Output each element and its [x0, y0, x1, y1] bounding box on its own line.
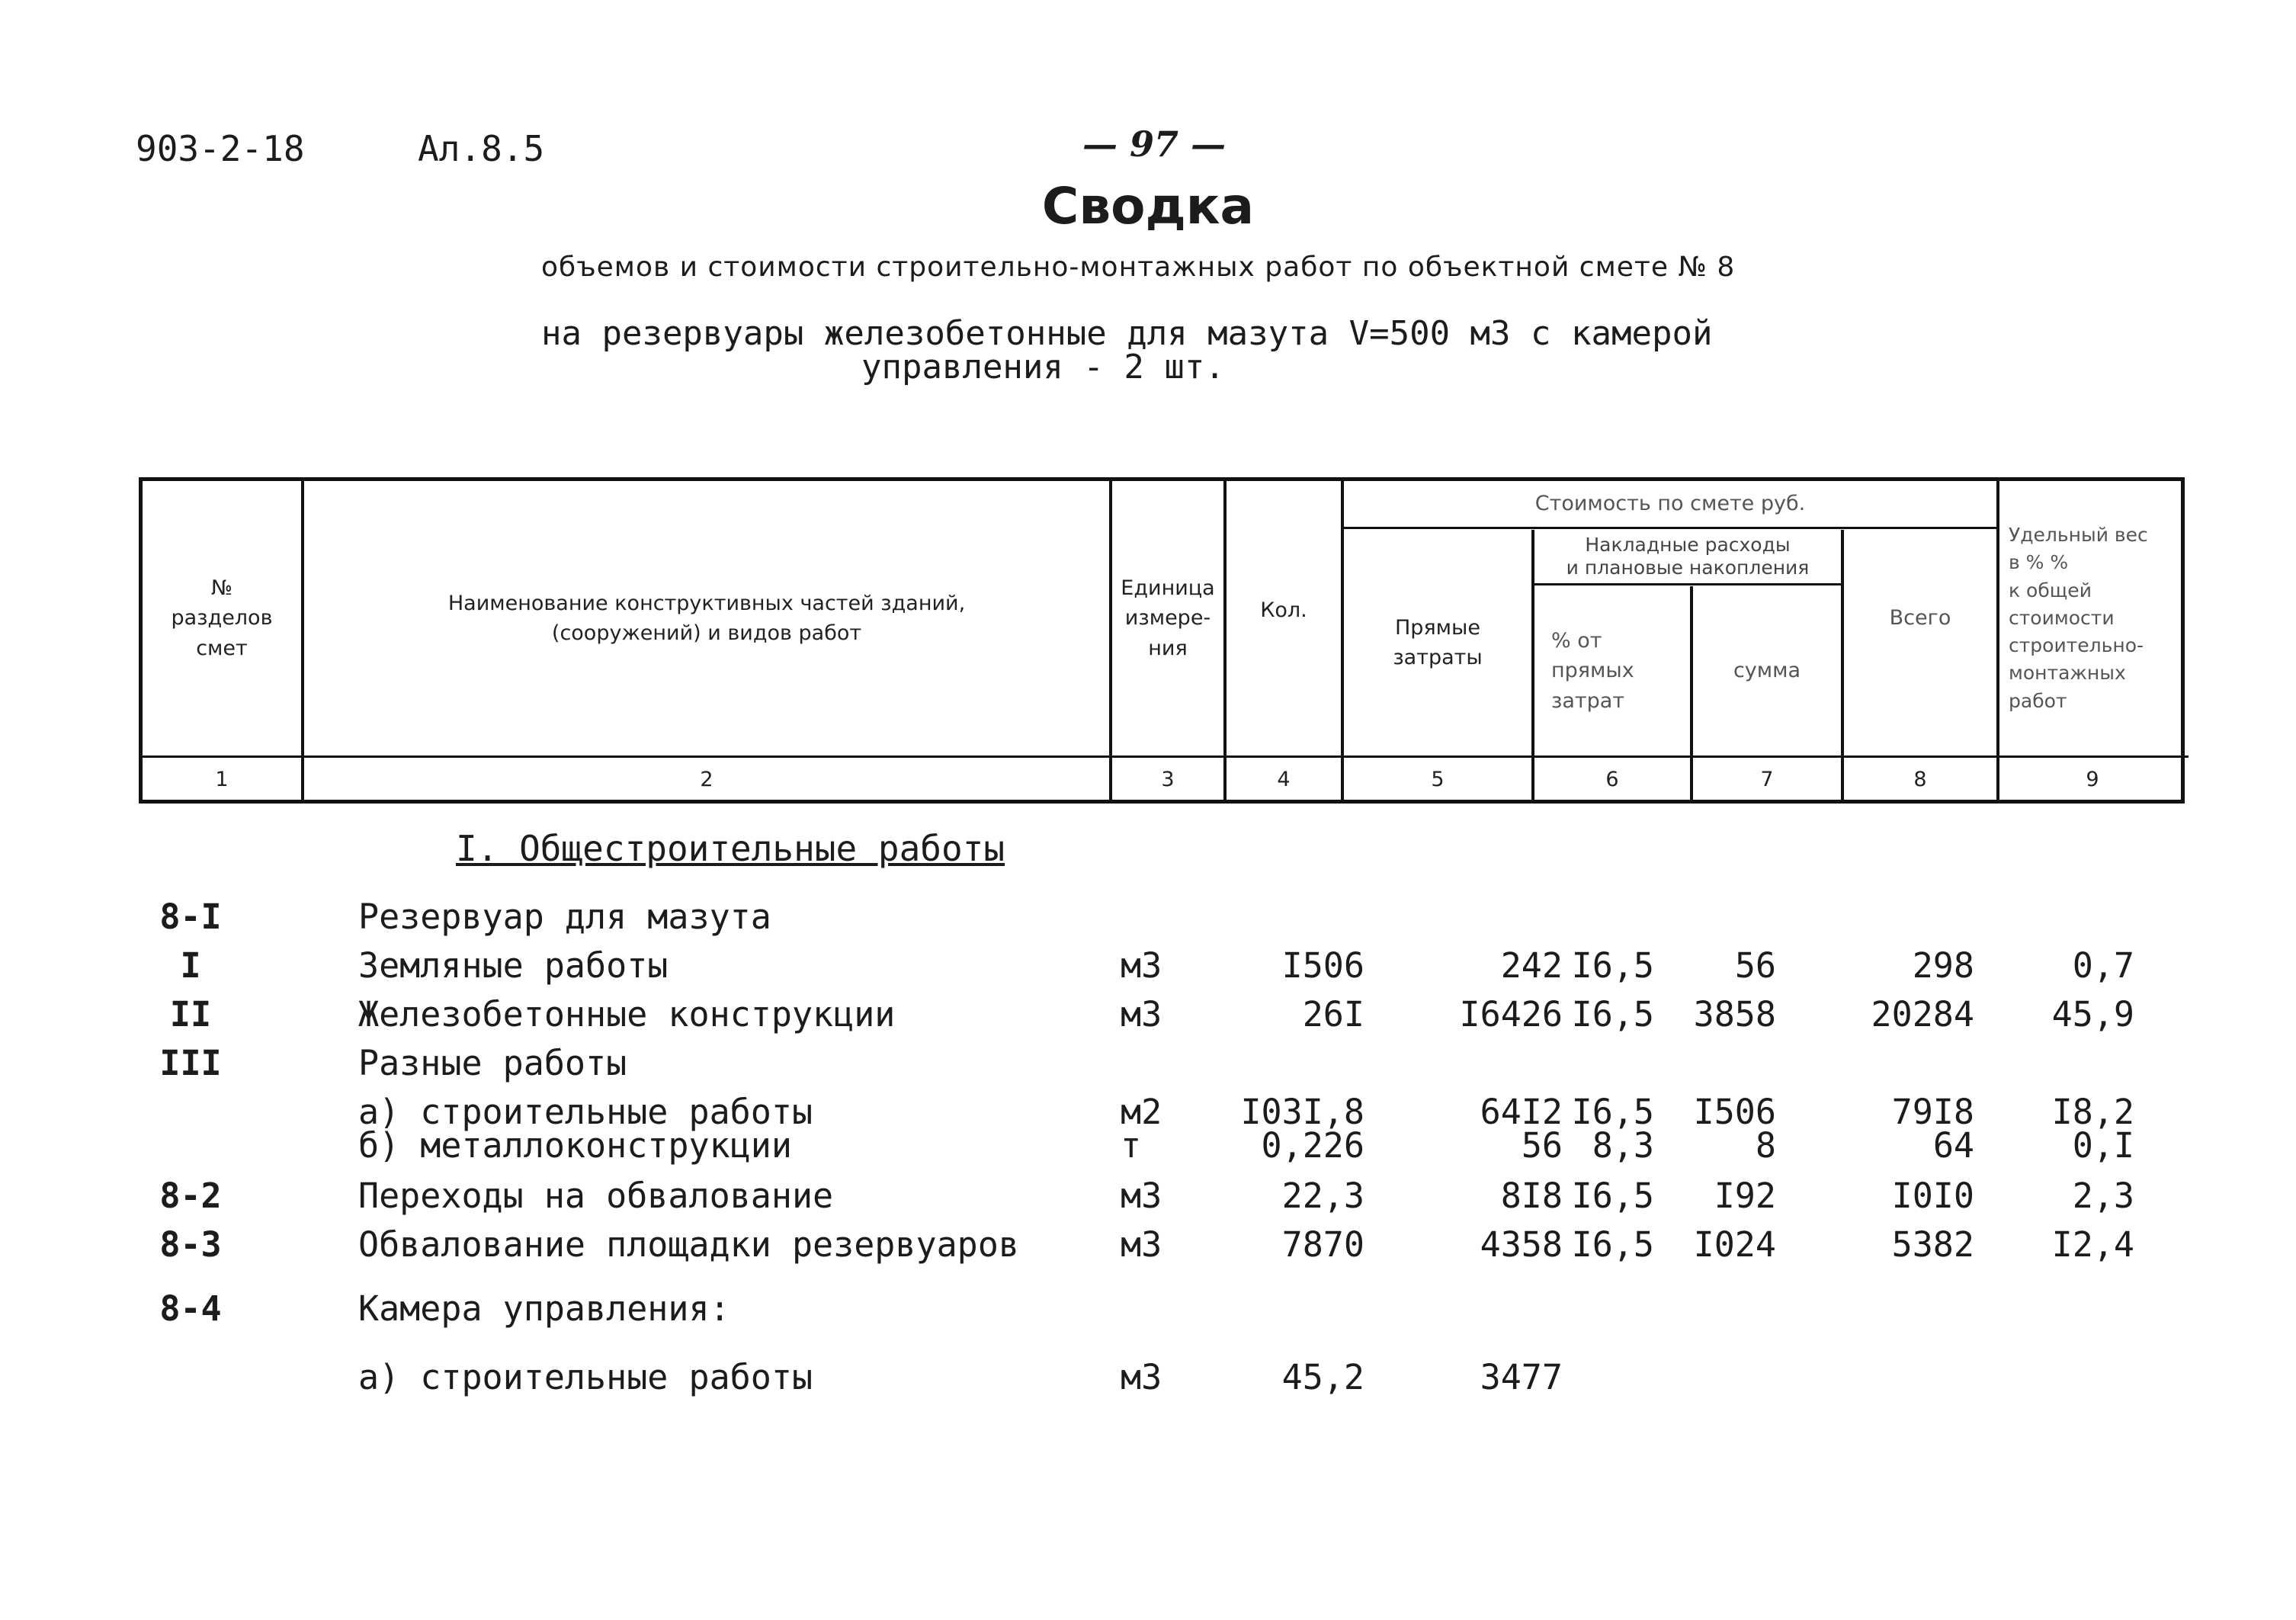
cell-section-code: 8-2 — [159, 1176, 222, 1216]
column-number-5: 5 — [1431, 768, 1445, 792]
cell-overhead-sum: I92 — [1714, 1176, 1776, 1216]
cell-overhead-percent: I6,5 — [1571, 1176, 1654, 1216]
cell-unit: м3 — [1121, 1224, 1162, 1265]
page-title: Сводка — [1041, 177, 1255, 236]
cell-overhead-sum: I024 — [1693, 1224, 1776, 1265]
section-title: I. Общестроительные работы — [456, 828, 1005, 869]
cell-direct-costs: 8I8 — [1500, 1176, 1563, 1216]
cell-overhead-percent: I6,5 — [1571, 1224, 1654, 1265]
cell-unit: м3 — [1121, 1176, 1162, 1216]
cell-unit: м3 — [1121, 945, 1162, 986]
cell-direct-costs: 4358 — [1480, 1224, 1563, 1265]
cell-work-name: Обвалование площадки резервуаров — [358, 1224, 1019, 1265]
cell-unit: т — [1121, 1125, 1142, 1166]
column-number-4: 4 — [1277, 768, 1291, 792]
column-number-3: 3 — [1161, 768, 1175, 792]
cell-section-code: II — [169, 994, 212, 1035]
column-number-9: 9 — [2086, 768, 2099, 792]
cell-share-percent: 0,I — [2072, 1125, 2134, 1166]
cell-share-percent: I2,4 — [2051, 1224, 2134, 1265]
cell-overhead-sum: I506 — [1693, 1092, 1776, 1132]
cell-unit: м3 — [1121, 1357, 1162, 1397]
page-subtitle: объемов и стоимости строительно-монтажных работ по объектной смете № 8 — [541, 252, 1736, 283]
cell-overhead-percent: I6,5 — [1571, 994, 1654, 1035]
cell-total: 64 — [1932, 1125, 1974, 1166]
cell-quantity: 7870 — [1281, 1224, 1364, 1265]
column-header-overhead-sum: сумма — [1733, 659, 1801, 683]
cell-quantity: I03I,8 — [1240, 1092, 1364, 1132]
document-code: 903-2-18 — [136, 128, 305, 169]
cell-total: 5382 — [1891, 1224, 1974, 1265]
cell-overhead-percent: I6,5 — [1571, 1092, 1654, 1132]
table-header — [139, 477, 2185, 804]
column-header-overhead-group: Накладные расходы и плановые накопления — [1566, 534, 1810, 579]
column-number-6: 6 — [1605, 768, 1619, 792]
cell-share-percent: 0,7 — [2072, 945, 2134, 986]
cell-direct-costs: 242 — [1500, 945, 1563, 986]
column-header-section-number: № разделов смет — [171, 576, 273, 660]
cell-quantity: 26I — [1302, 994, 1364, 1035]
cell-quantity: I506 — [1281, 945, 1364, 986]
column-header-unit: Единица измере- ния — [1121, 576, 1215, 660]
cell-quantity: 0,226 — [1261, 1125, 1364, 1166]
cell-unit: м2 — [1121, 1092, 1162, 1132]
cell-overhead-sum: 8 — [1755, 1125, 1776, 1166]
page-number: — 97 — — [1082, 124, 1227, 165]
cell-total: 79I8 — [1891, 1092, 1974, 1132]
column-header-share-percent: Удельный вес в % % к общей стоимости строительно- монтажных работ — [2009, 524, 2148, 712]
cell-direct-costs: 64I2 — [1480, 1092, 1563, 1132]
cell-work-name: Земляные работы — [358, 945, 669, 986]
cell-direct-costs: I6426 — [1459, 994, 1563, 1035]
column-header-overhead-percent: % от прямых затрат — [1551, 629, 1634, 713]
object-heading-line-1: на резервуары железобетонные для мазута V=500 м3 с камерой — [541, 314, 1713, 353]
cell-section-code: 8-4 — [159, 1288, 222, 1329]
cell-work-name: а) строительные работы — [358, 1357, 813, 1397]
cell-work-name: Резервуар для мазута — [358, 897, 771, 937]
cell-work-name: Камера управления: — [358, 1288, 730, 1329]
cell-work-name: а) строительные работы — [358, 1092, 813, 1132]
cell-share-percent: 2,3 — [2072, 1176, 2134, 1216]
column-number-8: 8 — [1913, 768, 1927, 792]
cell-section-code: I — [180, 945, 201, 986]
cell-quantity: 22,3 — [1281, 1176, 1364, 1216]
cell-work-name: Переходы на обвалование — [358, 1176, 834, 1216]
cell-direct-costs: 56 — [1521, 1125, 1563, 1166]
cell-total: 298 — [1912, 945, 1974, 986]
cell-overhead-percent: I6,5 — [1571, 945, 1654, 986]
cell-section-code: III — [159, 1043, 222, 1083]
cell-overhead-sum: 3858 — [1693, 994, 1776, 1035]
cell-overhead-percent: 8,3 — [1592, 1125, 1654, 1166]
object-heading-line-2: управления - 2 шт. — [861, 348, 1225, 387]
cell-total: 20284 — [1871, 994, 1974, 1035]
cell-share-percent: 45,9 — [2051, 994, 2134, 1035]
sheet-reference: Ал.8.5 — [418, 128, 545, 169]
column-header-total: Всего — [1889, 606, 1951, 630]
cell-total: I0I0 — [1891, 1176, 1974, 1216]
column-header-direct-costs: Прямые затраты — [1393, 615, 1483, 669]
column-header-name: Наименование конструктивных частей зданий, (сооружений) и видов работ — [447, 591, 966, 645]
cell-quantity: 45,2 — [1281, 1357, 1364, 1397]
cell-work-name: б) металлоконструкции — [358, 1125, 792, 1166]
cell-work-name: Железобетонные конструкции — [358, 994, 896, 1035]
column-number-1: 1 — [215, 768, 229, 792]
cell-section-code: 8-I — [159, 897, 222, 937]
cell-section-code: 8-3 — [159, 1224, 222, 1265]
cell-unit: м3 — [1121, 994, 1162, 1035]
cell-direct-costs: 3477 — [1480, 1357, 1563, 1397]
column-header-cost-group: Стоимость по смете руб. — [1534, 492, 1806, 516]
cell-work-name: Разные работы — [358, 1043, 627, 1083]
cell-overhead-sum: 56 — [1734, 945, 1776, 986]
column-number-2: 2 — [700, 768, 713, 792]
cell-share-percent: I8,2 — [2051, 1092, 2134, 1132]
column-header-quantity: Кол. — [1260, 598, 1307, 622]
column-number-7: 7 — [1760, 768, 1774, 792]
